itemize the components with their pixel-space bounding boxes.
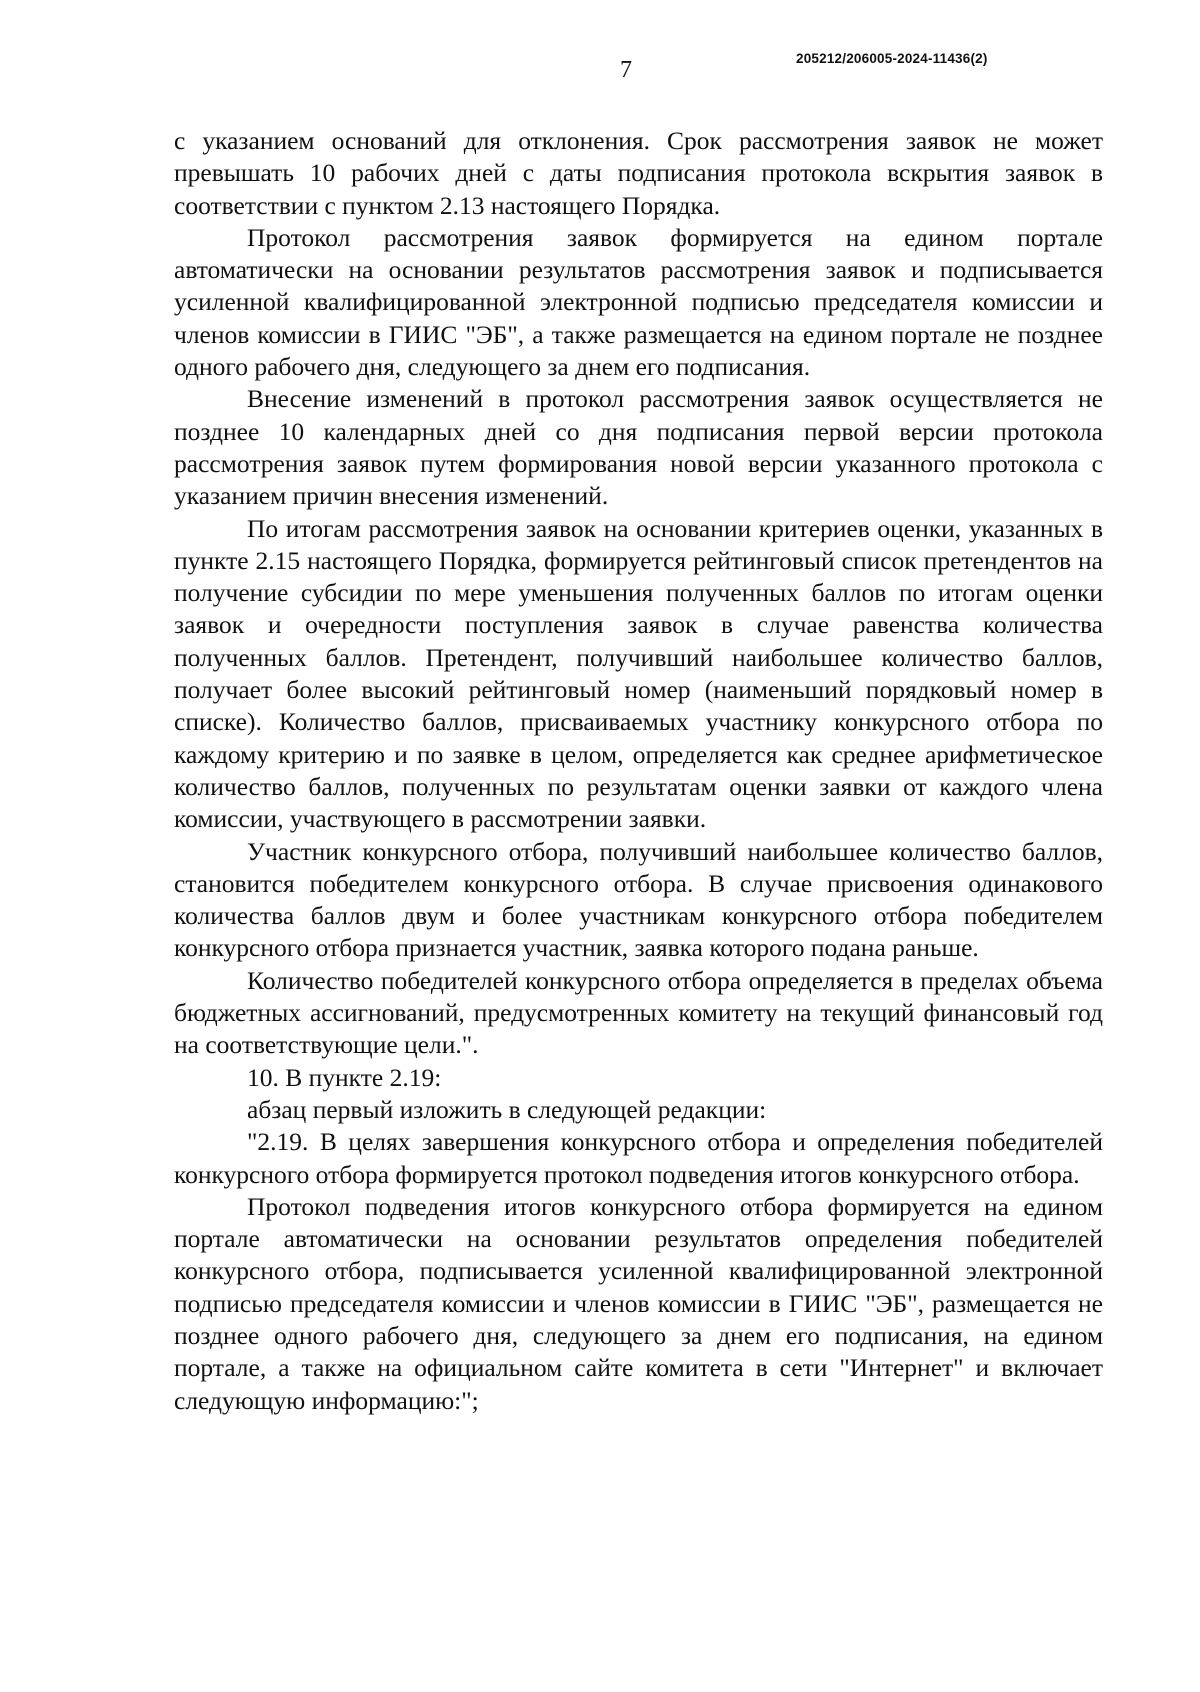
paragraph-4: По итогам рассмотрения заявок на основании критериев оценки, указанных в пункте 2.15 настоящего Порядка, формируется рейтинговый список претендентов на получение субсидии по мере уменьшения полученных баллов по итогам оценки заявок и очередности поступления заявок в случае равенства количества полученных баллов. Претендент, получивший наибольшее количество баллов, получает более высокий рейтинговый номер (наименьший порядковый номер в списке). Количество баллов, присваиваемых участнику конкурсного отбора по каждому критерию и по заявке в целом, определяется как среднее арифметическое количество баллов, полученных по результатам оценки заявки от каждого члена комиссии, участвующего в рассмотрении заявки. xyxy=(174,513,1103,834)
paragraph-2: Протокол рассмотрения заявок формируется на едином портале автоматически на основании результатов рассмотрения заявок и подписывается усиленной квалифицированной электронной подписью председателя комиссии и членов комиссии в ГИИС "ЭБ", а также размещается на едином портале не позднее одного рабочего дня, следующего за днем его подписания. xyxy=(174,222,1103,382)
paragraph-8: абзац первый изложить в следующей редакции: xyxy=(247,1094,767,1124)
paragraph-5: Участник конкурсного отбора, получивший наибольшее количество баллов, становится победителем конкурсного отбора. В случае присвоения одинакового количества баллов двум и более участникам конкурсного отбора победителем конкурсного отбора признается участник, заявка которого подана раньше. xyxy=(174,836,1103,963)
page-number: 7 xyxy=(620,57,632,83)
document-id: 205212/206005-2024-11436(2) xyxy=(796,51,988,66)
document-body xyxy=(174,125,1103,1417)
paragraph-6: Количество победителей конкурсного отбора определяется в пределах объема бюджетных ассигнований, предусмотренных комитету на текущий финансовый год на соответствующие цели.". xyxy=(174,965,1103,1060)
paragraph-7: 10. В пункте 2.19: xyxy=(247,1062,442,1092)
paragraph-10: Протокол подведения итогов конкурсного отбора формируется на едином портале автоматически на основании результатов определения победителей конкурсного отбора, подписывается усиленной квалифицированной электронной подписью председателя комиссии и членов комиссии в ГИИС "ЭБ", размещается не позднее одного рабочего дня, следующего за днем его подписания, на едином портале, а также на официальном сайте комитета в сети "Интернет" и включает следующую информацию:"; xyxy=(174,1191,1103,1415)
paragraph-1: с указанием оснований для отклонения. Срок рассмотрения заявок не может превышать 10 рабочих дней с даты подписания протокола вскрытия заявок в соответствии с пунктом 2.13 настоящего Порядка. xyxy=(174,126,1103,220)
paragraph-3: Внесение изменений в протокол рассмотрения заявок осуществляется не позднее 10 календарных дней со дня подписания первой версии протокола рассмотрения заявок путем формирования новой версии указанного протокола с указанием причин внесения изменений. xyxy=(174,384,1103,511)
paragraph-9: "2.19. В целях завершения конкурсного отбора и определения победителей конкурсного отбора формируется протокол подведения итогов конкурсного отбора. xyxy=(174,1127,1103,1189)
